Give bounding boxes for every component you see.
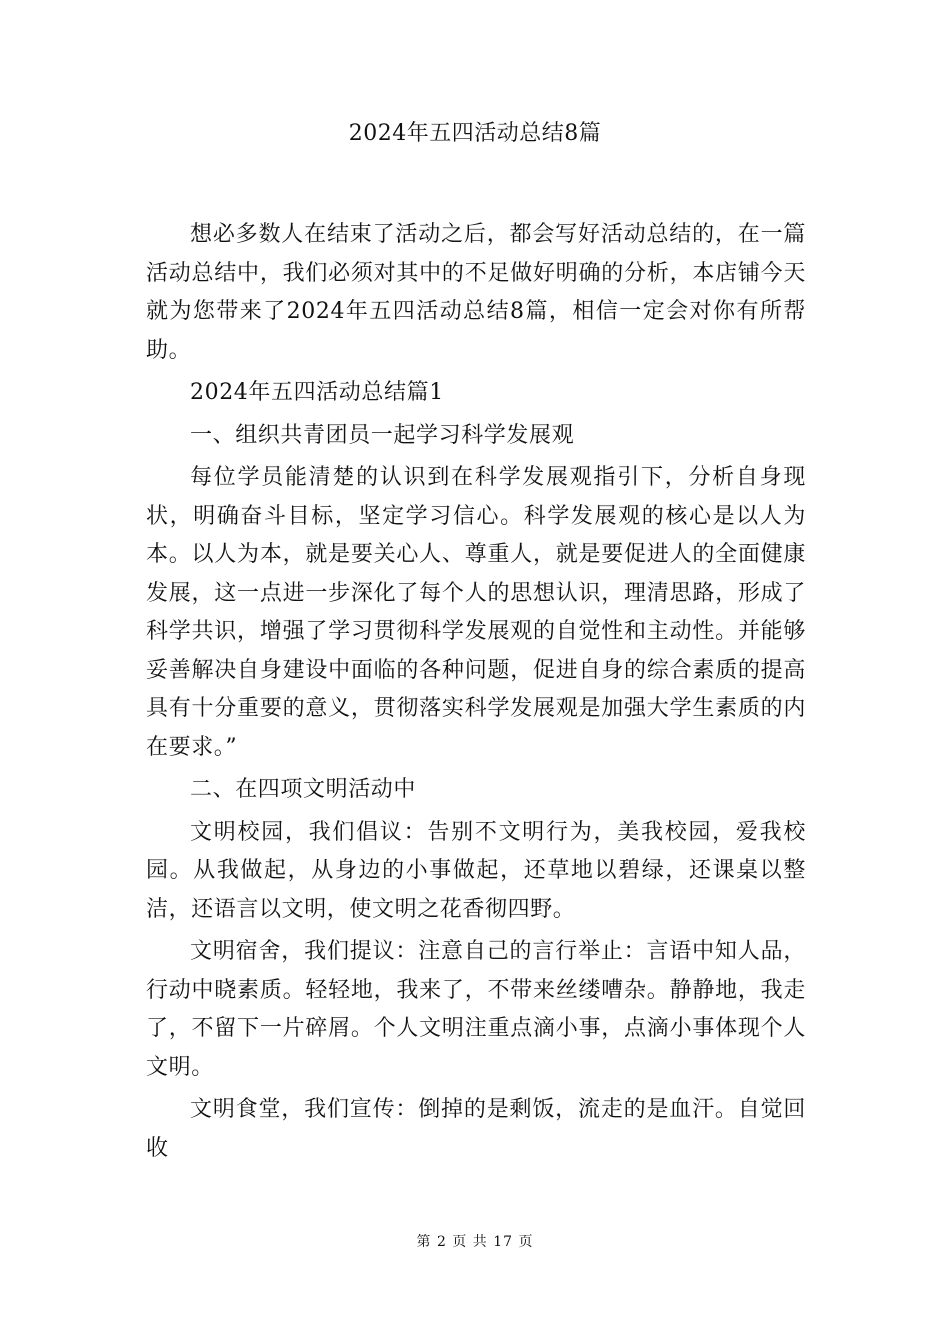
body-paragraph: 文明食堂，我们宣传：倒掉的是剩饭，流走的是血汗。自觉回收 [146,1097,806,1161]
subheading-1: 一、组织共青团员一起学习科学发展观 [190,422,575,448]
body-paragraph: 文明校园，我们倡议：告别不文明行为，美我校园，爱我校园。从我做起，从身边的小事做起，还草地以碧绿，还课桌以整洁，还语言以文明，使文明之花香彻四野。 [146,819,806,922]
body-paragraph: 每位学员能清楚的认识到在科学发展观指引下，分析自身现状，明确奋斗目标，坚定学习信心。科学发展观的核心是以人为本。以人为本，就是要关心人、尊重人，就是要促进人的全面健康发展，这一点进一步深化了每个人的思想认识，理清思路，形成了科学共识，增强了学习贯彻科学发展观的自觉性和主动性。并能够妥善解决自身建设中面临的各种问题，促进自身的综合素质的提高具有十分重要的意义，贯彻落实科学发展观是加强大学生素质的内在要求。” [146,465,806,760]
section-title: 2024年五四活动总结篇1 [190,380,444,405]
page-footer: 第 2 页 共 17 页 [416,1234,534,1250]
document-title: 2024年五四活动总结8篇 [348,121,602,146]
body-paragraph: 文明宿舍，我们提议：注意自己的言行举止：言语中知人品，行动中晓素质。轻轻地，我来了，不带来丝缕嘈杂。静静地，我走了，不留下一片碎屑。个人文明注重点滴小事，点滴小事体现个人文明。 [146,939,806,1080]
document-body [146,216,806,1172]
subheading-2: 二、在四项文明活动中 [190,777,417,802]
intro-paragraph: 想必多数人在结束了活动之后，都会写好活动总结的，在一篇活动总结中，我们必须对其中的不足做好明确的分析，本店铺今天就为您带来了2024年五四活动总结8篇，相信一定会对你有所帮助。 [146,222,806,363]
